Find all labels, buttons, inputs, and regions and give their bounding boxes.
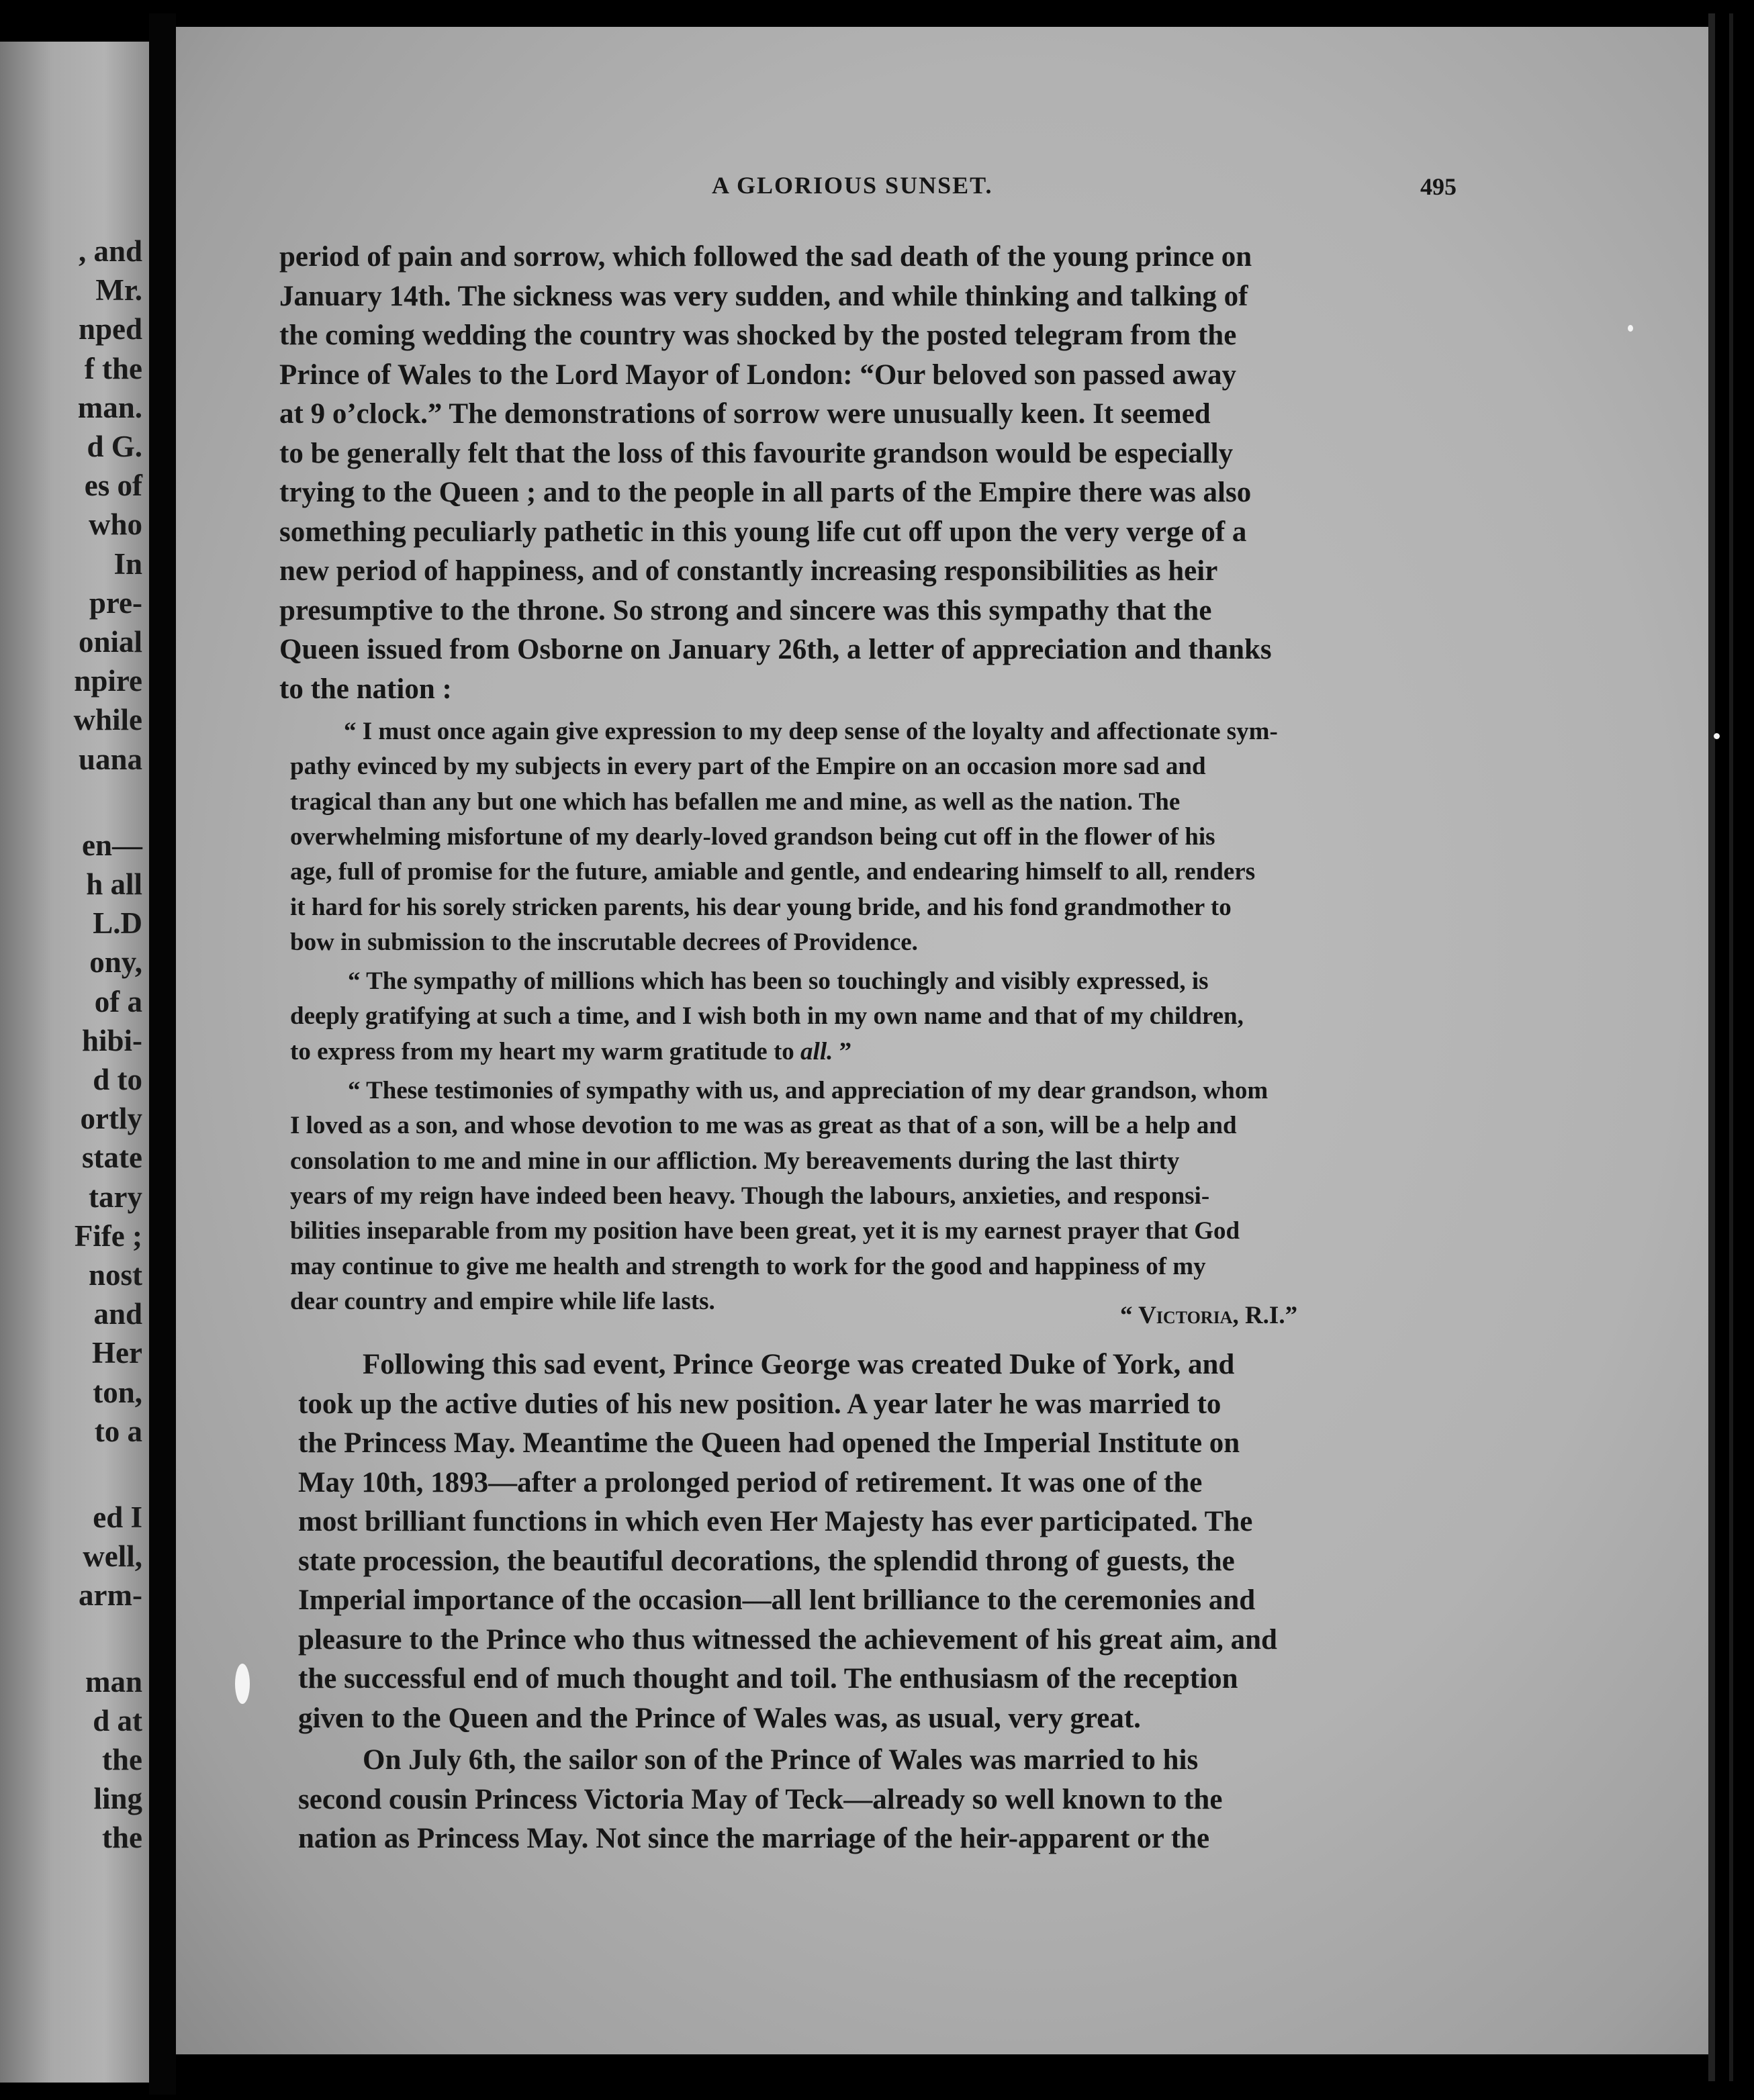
- facing-page-line: In: [113, 546, 142, 581]
- text-line: age, full of promise for the future, amiable and gentle, and endearing himself to all, renders: [290, 858, 1256, 886]
- text-line: tragical than any but one which has befallen me and mine, as well as the nation. The: [290, 787, 1181, 816]
- text-line: nation as Princess May. Not since the marriage of the heir-apparent or the: [298, 1823, 1210, 1854]
- text-line: took up the active duties of his new position. A year later he was married to: [298, 1388, 1221, 1420]
- facing-page-fragment: [0, 42, 149, 2083]
- facing-page-line: pre-: [89, 585, 142, 620]
- text-line: consolation to me and mine in our affliction. My bereavements during the last thirty: [290, 1147, 1180, 1175]
- text-line: Queen issued from Osborne on January 26th, a letter of appreciation and thanks: [279, 634, 1272, 665]
- text-line: the coming wedding the country was shocked by the posted telegram from the: [279, 320, 1237, 351]
- facing-page-line: who: [88, 508, 142, 542]
- text-line: “ The sympathy of millions which has been so touchingly and visibly expressed, is: [348, 967, 1209, 996]
- text-line: to the nation :: [279, 673, 452, 705]
- facing-page-line: ed I: [93, 1500, 142, 1534]
- text-line: I loved as a son, and whose devotion to me was as great as that of a son, will be a help and: [290, 1112, 1237, 1140]
- text-line: to express from my heart my warm gratitude to all. ”: [290, 1037, 852, 1065]
- page-edge-rule-outer: [1729, 13, 1733, 2081]
- text-line: “ These testimonies of sympathy with us, and appreciation of my dear grandson, whom: [348, 1077, 1268, 1104]
- text-line: overwhelming misfortune of my dearly-loved grandson being cut off in the flower of his: [290, 822, 1215, 851]
- page-edge-rule: [1708, 13, 1715, 2081]
- text-line: period of pain and sorrow, which followed the sad death of the young prince on: [279, 241, 1252, 273]
- page-number: 495: [1420, 173, 1457, 200]
- text-line: bow in submission to the inscrutable decrees of Providence.: [290, 928, 918, 956]
- text-line: the Princess May. Meantime the Queen had opened the Imperial Institute on: [298, 1427, 1240, 1459]
- text-line: years of my reign have indeed been heavy. Though the labours, anxieties, and responsi-: [290, 1182, 1210, 1210]
- text-line: most brilliant functions in which even Her Majesty has ever participated. The: [298, 1506, 1253, 1537]
- facing-page-line: d to: [93, 1063, 142, 1096]
- facing-page-line: man: [85, 1664, 142, 1699]
- facing-page-line: onial: [78, 625, 142, 659]
- facing-page-line: npire: [74, 664, 142, 698]
- facing-page-line: the: [102, 1743, 142, 1776]
- text-line: Prince of Wales to the Lord Mayor of London: “Our beloved son passed away: [279, 359, 1237, 391]
- text-line: bilities inseparable from my position have been great, yet it is my earnest prayer that God: [290, 1217, 1240, 1245]
- text-line: “ I must once again give expression to my deep sense of the loyalty and affectionate sym-: [344, 718, 1278, 745]
- text-line: deeply gratifying at such a time, and I wish both in my own name and that of my children,: [290, 1002, 1244, 1031]
- text-line: the successful end of much thought and toil. The enthusiasm of the reception: [298, 1663, 1238, 1695]
- facing-page-line: ling: [93, 1782, 142, 1816]
- text-line: presumptive to the throne. So strong and sincere was this sympathy that the: [279, 594, 1212, 626]
- text-line: second cousin Princess Victoria May of Teck—already so well known to the: [298, 1783, 1223, 1815]
- running-head: A GLORIOUS SUNSET.: [712, 172, 993, 199]
- facing-page-line: hibi-: [81, 1023, 142, 1057]
- text-line: trying to the Queen ; and to the people in all parts of the Empire there was also: [279, 477, 1252, 508]
- scan-speck: [1714, 733, 1720, 739]
- facing-page-line: L.D: [93, 906, 142, 941]
- text-line: new period of happiness, and of constantly increasing responsibilities as heir: [279, 555, 1218, 587]
- facing-page-line: state: [82, 1141, 142, 1175]
- text-line: may continue to give me health and strength to work for the good and happiness of my: [290, 1252, 1206, 1280]
- facing-page-line: d G.: [87, 430, 142, 463]
- text-line: at 9 o’clock.” The demonstrations of sorrow were unusually keen. It seemed: [279, 398, 1211, 430]
- facing-page-line: well,: [83, 1539, 142, 1574]
- text-line: On July 6th, the sailor son of the Prince of Wales was married to his: [363, 1744, 1199, 1776]
- facing-page-line: en—: [82, 828, 142, 862]
- facing-page-line: of a: [94, 984, 142, 1018]
- facing-page-line: ton,: [93, 1375, 142, 1409]
- facing-page-line: tary: [89, 1180, 142, 1214]
- facing-page-line: nost: [88, 1258, 142, 1292]
- facing-page-line: to a: [94, 1414, 142, 1448]
- text-line: January 14th. The sickness was very sudden, and while thinking and talking of: [279, 280, 1248, 312]
- facing-page-line: uana: [78, 742, 142, 776]
- facing-page-line: while: [73, 703, 142, 737]
- facing-page-line: man.: [77, 390, 142, 424]
- letter-signature: “ Victoria, R.I.”: [1120, 1302, 1298, 1329]
- text-line: Imperial importance of the occasion—all lent brilliance to the ceremonies and: [298, 1584, 1256, 1616]
- text-line: Following this sad event, Prince George was created Duke of York, and: [363, 1349, 1235, 1380]
- page-gutter: [149, 13, 176, 2095]
- text-line: something peculiarly pathetic in this young life cut off upon the very verge of a: [279, 516, 1247, 548]
- facing-page-line: the: [102, 1821, 142, 1855]
- scan-speck: [235, 1664, 250, 1704]
- text-line: given to the Queen and the Prince of Wales was, as usual, very great.: [298, 1702, 1141, 1734]
- scan-speck: [1628, 325, 1633, 332]
- facing-page-line: f the: [84, 351, 142, 385]
- text-line: to be generally felt that the loss of this favourite grandson would be especially: [279, 437, 1234, 469]
- facing-page-line: ortly: [80, 1102, 142, 1136]
- text-line: it hard for his sorely stricken parents, his dear young bride, and his fond grandmother to: [290, 893, 1232, 921]
- text-line: pathy evinced by my subjects in every part of the Empire on an occasion more sad and: [290, 753, 1206, 781]
- text-line: dear country and empire while life lasts.: [290, 1287, 715, 1315]
- facing-page-line: d at: [93, 1703, 142, 1737]
- text-line: May 10th, 1893—after a prolonged period of retirement. It was one of the: [298, 1466, 1203, 1498]
- facing-page-line: es of: [84, 469, 142, 503]
- facing-page-line: , and: [78, 234, 142, 268]
- facing-page-line: nped: [78, 312, 142, 346]
- facing-page-line: ony,: [89, 945, 142, 980]
- facing-page-line: and: [93, 1297, 142, 1331]
- facing-page-line: h all: [86, 867, 142, 901]
- text-line: state procession, the beautiful decorations, the splendid throng of guests, the: [298, 1545, 1235, 1577]
- facing-page-line: Mr.: [95, 273, 142, 307]
- facing-page-line: Fife ;: [74, 1219, 142, 1253]
- facing-page-line: arm-: [79, 1578, 142, 1613]
- text-line: pleasure to the Prince who thus witnessed the achievement of his great aim, and: [298, 1623, 1277, 1656]
- facing-page-line: Her: [92, 1336, 142, 1370]
